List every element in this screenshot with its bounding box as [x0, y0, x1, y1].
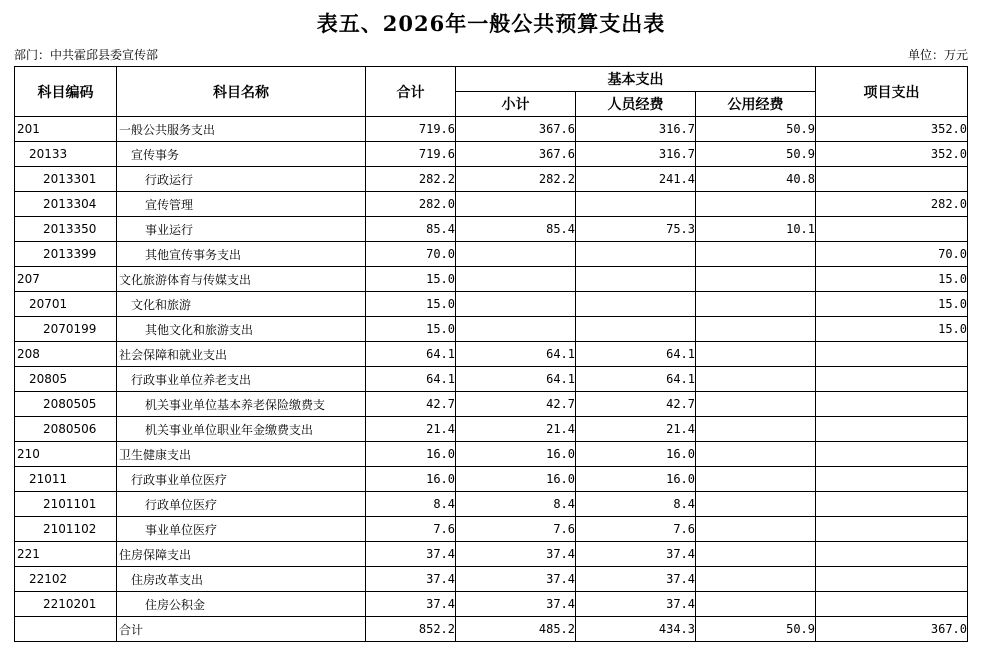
cell-public	[696, 367, 816, 392]
cell-public: 10.1	[696, 217, 816, 242]
cell-code: 2101101	[15, 492, 117, 517]
cell-public	[696, 417, 816, 442]
table-row	[15, 342, 968, 367]
cell-public	[696, 267, 816, 292]
cell-name: 行政运行	[117, 167, 366, 192]
cell-project: 15.0	[816, 292, 968, 317]
cell-name: 机关事业单位基本养老保险缴费支	[117, 392, 366, 417]
cell-public: 50.9	[696, 117, 816, 142]
header-personnel: 人员经费	[576, 92, 696, 117]
department-label: 部门：中共霍邱县委宣传部	[14, 48, 159, 62]
cell-personnel: 75.3	[576, 217, 696, 242]
budget-table	[14, 66, 968, 642]
cell-personnel: 16.0	[576, 442, 696, 467]
cell-code: 2013350	[15, 217, 117, 242]
table-row	[15, 242, 968, 267]
cell-code: 2013399	[15, 242, 117, 267]
cell-personnel: 434.3	[576, 617, 696, 642]
cell-project	[816, 442, 968, 467]
cell-total: 16.0	[366, 467, 456, 492]
cell-code	[15, 617, 117, 642]
cell-total: 16.0	[366, 442, 456, 467]
cell-subtotal	[456, 317, 576, 342]
cell-total: 21.4	[366, 417, 456, 442]
cell-name: 卫生健康支出	[117, 442, 366, 467]
cell-personnel: 316.7	[576, 142, 696, 167]
cell-project	[816, 342, 968, 367]
cell-project	[816, 217, 968, 242]
cell-personnel: 42.7	[576, 392, 696, 417]
cell-total: 15.0	[366, 292, 456, 317]
cell-project: 15.0	[816, 267, 968, 292]
cell-total: 37.4	[366, 567, 456, 592]
cell-subtotal: 42.7	[456, 392, 576, 417]
cell-subtotal: 64.1	[456, 367, 576, 392]
cell-name: 宣传管理	[117, 192, 366, 217]
cell-subtotal: 37.4	[456, 592, 576, 617]
cell-code: 22102	[15, 567, 117, 592]
cell-subtotal: 485.2	[456, 617, 576, 642]
cell-public	[696, 592, 816, 617]
cell-subtotal: 37.4	[456, 567, 576, 592]
cell-code: 2210201	[15, 592, 117, 617]
cell-project	[816, 417, 968, 442]
cell-name: 其他宣传事务支出	[117, 242, 366, 267]
cell-name: 宣传事务	[117, 142, 366, 167]
cell-public	[696, 517, 816, 542]
cell-public: 50.9	[696, 617, 816, 642]
cell-total: 15.0	[366, 267, 456, 292]
cell-code: 210	[15, 442, 117, 467]
table-row	[15, 217, 968, 242]
cell-code: 21011	[15, 467, 117, 492]
header-code: 科目编码	[15, 67, 117, 117]
cell-personnel	[576, 317, 696, 342]
cell-total: 85.4	[366, 217, 456, 242]
cell-project	[816, 167, 968, 192]
cell-project: 70.0	[816, 242, 968, 267]
cell-total: 37.4	[366, 542, 456, 567]
table-row	[15, 617, 968, 642]
cell-total: 282.2	[366, 167, 456, 192]
table-row	[15, 417, 968, 442]
cell-total: 37.4	[366, 592, 456, 617]
cell-project	[816, 492, 968, 517]
table-row	[15, 317, 968, 342]
cell-project	[816, 567, 968, 592]
cell-name: 行政单位医疗	[117, 492, 366, 517]
cell-subtotal	[456, 267, 576, 292]
cell-total: 64.1	[366, 342, 456, 367]
cell-personnel	[576, 242, 696, 267]
cell-code: 2080505	[15, 392, 117, 417]
table-row	[15, 492, 968, 517]
cell-code: 207	[15, 267, 117, 292]
table-body	[15, 117, 968, 642]
table-row	[15, 567, 968, 592]
cell-project: 15.0	[816, 317, 968, 342]
cell-total: 282.0	[366, 192, 456, 217]
table-row	[15, 442, 968, 467]
cell-subtotal: 37.4	[456, 542, 576, 567]
cell-code: 2101102	[15, 517, 117, 542]
cell-project: 367.0	[816, 617, 968, 642]
cell-name: 文化和旅游	[117, 292, 366, 317]
cell-name: 行政事业单位养老支出	[117, 367, 366, 392]
cell-project	[816, 367, 968, 392]
cell-subtotal: 64.1	[456, 342, 576, 367]
cell-name: 机关事业单位职业年金缴费支出	[117, 417, 366, 442]
cell-name: 住房公积金	[117, 592, 366, 617]
cell-code: 20701	[15, 292, 117, 317]
cell-personnel: 64.1	[576, 367, 696, 392]
cell-public	[696, 292, 816, 317]
cell-total: 852.2	[366, 617, 456, 642]
cell-personnel: 37.4	[576, 542, 696, 567]
cell-subtotal: 85.4	[456, 217, 576, 242]
cell-project: 282.0	[816, 192, 968, 217]
cell-name: 住房保障支出	[117, 542, 366, 567]
cell-code: 20133	[15, 142, 117, 167]
cell-project	[816, 592, 968, 617]
cell-project: 352.0	[816, 142, 968, 167]
cell-name: 一般公共服务支出	[117, 117, 366, 142]
cell-name: 行政事业单位医疗	[117, 467, 366, 492]
cell-personnel: 21.4	[576, 417, 696, 442]
cell-project	[816, 467, 968, 492]
cell-name: 文化旅游体育与传媒支出	[117, 267, 366, 292]
cell-personnel: 64.1	[576, 342, 696, 367]
cell-name: 社会保障和就业支出	[117, 342, 366, 367]
cell-total: 8.4	[366, 492, 456, 517]
cell-subtotal: 16.0	[456, 442, 576, 467]
table-row	[15, 192, 968, 217]
cell-public	[696, 467, 816, 492]
cell-total: 719.6	[366, 142, 456, 167]
table-row	[15, 542, 968, 567]
cell-public	[696, 492, 816, 517]
cell-project	[816, 392, 968, 417]
table-row	[15, 167, 968, 192]
table-row	[15, 142, 968, 167]
cell-subtotal: 367.6	[456, 117, 576, 142]
cell-name: 事业单位医疗	[117, 517, 366, 542]
cell-total: 64.1	[366, 367, 456, 392]
cell-subtotal	[456, 242, 576, 267]
cell-personnel: 7.6	[576, 517, 696, 542]
cell-subtotal	[456, 192, 576, 217]
table-row	[15, 292, 968, 317]
unit-label: 单位：万元	[907, 48, 968, 62]
table-row	[15, 267, 968, 292]
cell-personnel: 241.4	[576, 167, 696, 192]
cell-name: 合计	[117, 617, 366, 642]
cell-code: 208	[15, 342, 117, 367]
cell-public	[696, 192, 816, 217]
table-row	[15, 367, 968, 392]
cell-project	[816, 542, 968, 567]
cell-total: 15.0	[366, 317, 456, 342]
cell-personnel	[576, 267, 696, 292]
header-basic: 基本支出	[456, 67, 816, 92]
cell-personnel	[576, 192, 696, 217]
cell-subtotal: 8.4	[456, 492, 576, 517]
cell-personnel: 37.4	[576, 592, 696, 617]
cell-code: 2080506	[15, 417, 117, 442]
cell-subtotal: 367.6	[456, 142, 576, 167]
cell-public	[696, 317, 816, 342]
cell-subtotal: 7.6	[456, 517, 576, 542]
header-project: 项目支出	[816, 67, 968, 117]
cell-project	[816, 517, 968, 542]
cell-project: 352.0	[816, 117, 968, 142]
cell-personnel	[576, 292, 696, 317]
cell-personnel: 37.4	[576, 567, 696, 592]
cell-code: 20805	[15, 367, 117, 392]
cell-personnel: 316.7	[576, 117, 696, 142]
cell-total: 70.0	[366, 242, 456, 267]
cell-total: 719.6	[366, 117, 456, 142]
cell-subtotal	[456, 292, 576, 317]
cell-public	[696, 392, 816, 417]
cell-total: 7.6	[366, 517, 456, 542]
cell-personnel: 16.0	[576, 467, 696, 492]
cell-code: 2013301	[15, 167, 117, 192]
cell-public	[696, 242, 816, 267]
table-row	[15, 467, 968, 492]
cell-code: 2013304	[15, 192, 117, 217]
header-name: 科目名称	[117, 67, 366, 117]
cell-subtotal: 16.0	[456, 467, 576, 492]
table-row	[15, 392, 968, 417]
cell-code: 201	[15, 117, 117, 142]
cell-total: 42.7	[366, 392, 456, 417]
cell-name: 其他文化和旅游支出	[117, 317, 366, 342]
table-row	[15, 592, 968, 617]
cell-code: 221	[15, 542, 117, 567]
cell-subtotal: 21.4	[456, 417, 576, 442]
cell-public: 40.8	[696, 167, 816, 192]
table-header	[15, 67, 968, 117]
cell-public	[696, 442, 816, 467]
header-total: 合计	[366, 67, 456, 117]
header-public: 公用经费	[696, 92, 816, 117]
cell-name: 住房改革支出	[117, 567, 366, 592]
header-subtotal: 小计	[456, 92, 576, 117]
cell-public	[696, 542, 816, 567]
cell-code: 2070199	[15, 317, 117, 342]
cell-public: 50.9	[696, 142, 816, 167]
cell-name: 事业运行	[117, 217, 366, 242]
table-row	[15, 517, 968, 542]
cell-personnel: 8.4	[576, 492, 696, 517]
cell-public	[696, 342, 816, 367]
page-title: 表五、2026年一般公共预算支出表	[316, 11, 666, 36]
cell-public	[696, 567, 816, 592]
cell-subtotal: 282.2	[456, 167, 576, 192]
table-row	[15, 117, 968, 142]
